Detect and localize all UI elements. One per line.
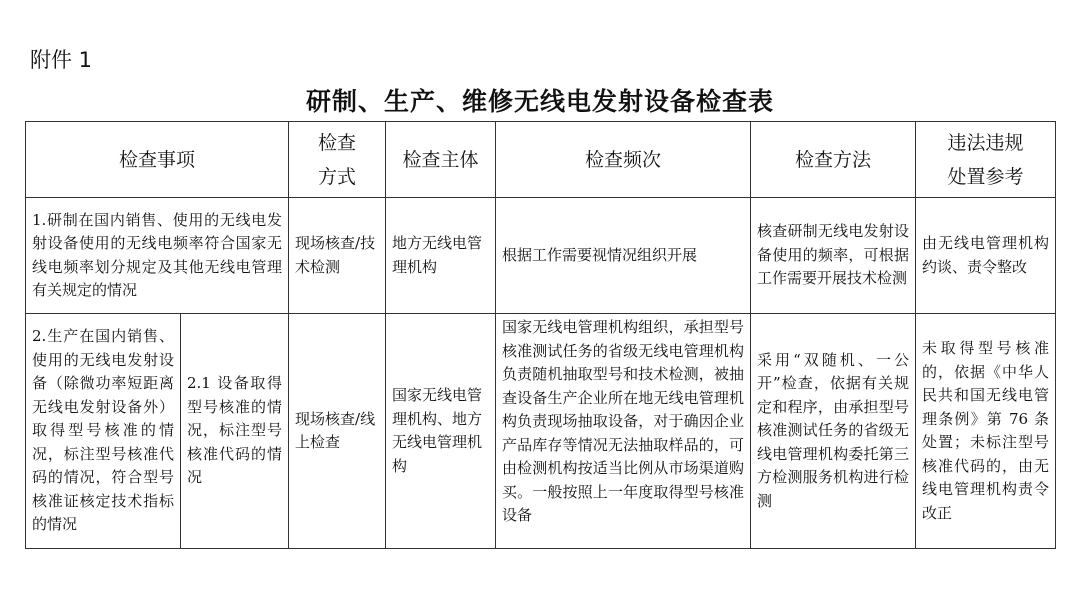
row2-subitem: 2.1 设备取得型号核准的情况，标注型号核准代码的情况 bbox=[181, 314, 289, 549]
header-subject: 检查主体 bbox=[386, 122, 496, 198]
table-row bbox=[26, 198, 1056, 314]
row1-frequency: 根据工作需要视情况组织开展 bbox=[496, 198, 751, 314]
attachment-label: 附件 1 bbox=[30, 48, 93, 72]
row1-mode: 现场核查/技术检测 bbox=[289, 198, 386, 314]
header-frequency: 检查频次 bbox=[496, 122, 751, 198]
inspection-table bbox=[25, 121, 1056, 549]
header-item: 检查事项 bbox=[26, 122, 289, 198]
header-mode-line2: 方式 bbox=[318, 165, 357, 188]
header-penalty bbox=[916, 122, 1056, 198]
row2-subject: 国家无线电管理机构、地方无线电管理机构 bbox=[386, 314, 496, 549]
row2-penalty: 未取得型号核准的，依据《中华人民共和国无线电管理条例》第 76 条处置；未标注型号核准代码的，由无线电管理机构责令改正 bbox=[916, 314, 1056, 549]
document-title: 研制、生产、维修无线电发射设备检查表 bbox=[305, 87, 774, 116]
row2-mode: 现场核查/线上检查 bbox=[289, 314, 386, 549]
row2-method: 采用“双随机、一公开”检查，依据有关规定和程序，由承担型号核准测试任务的省级无线电管理机构委托第三方检测服务机构进行检测 bbox=[751, 314, 916, 549]
header-penalty-line2: 处置参考 bbox=[947, 165, 1024, 188]
table-row bbox=[26, 314, 1056, 549]
header-mode bbox=[289, 122, 386, 198]
row1-item: 1.研制在国内销售、使用的无线电发射设备使用的无线电频率符合国家无线电频率划分规定及其他无线电管理有关规定的情况 bbox=[26, 198, 289, 314]
row1-penalty: 由无线电管理机构约谈、责令整改 bbox=[916, 198, 1056, 314]
row2-frequency: 国家无线电管理机构组织，承担型号核准测试任务的省级无线电管理机构负责随机抽取型号和技术检测，被抽查设备生产企业所在地无线电管理机构负责现场抽取设备，对于确因企业产品库存等情况无法抽取样品的，可由检测机构按适当比例从市场渠道购买。一般按照上一年度取得型号核准设备 bbox=[496, 314, 751, 549]
header-penalty-line1: 违法违规 bbox=[947, 131, 1024, 154]
row1-method: 核查研制无线电发射设备使用的频率，可根据工作需要开展技术检测 bbox=[751, 198, 916, 314]
header-row bbox=[26, 122, 1056, 198]
row2-item: 2.生产在国内销售、使用的无线电发射设备（除微功率短距离无线电发射设备外）取得型号核准的情况，标注型号核准代码的情况，符合型号核准证核定技术指标的情况 bbox=[26, 314, 181, 549]
header-method: 检查方法 bbox=[751, 122, 916, 198]
header-mode-line1: 检查 bbox=[318, 131, 357, 154]
row1-subject: 地方无线电管理机构 bbox=[386, 198, 496, 314]
